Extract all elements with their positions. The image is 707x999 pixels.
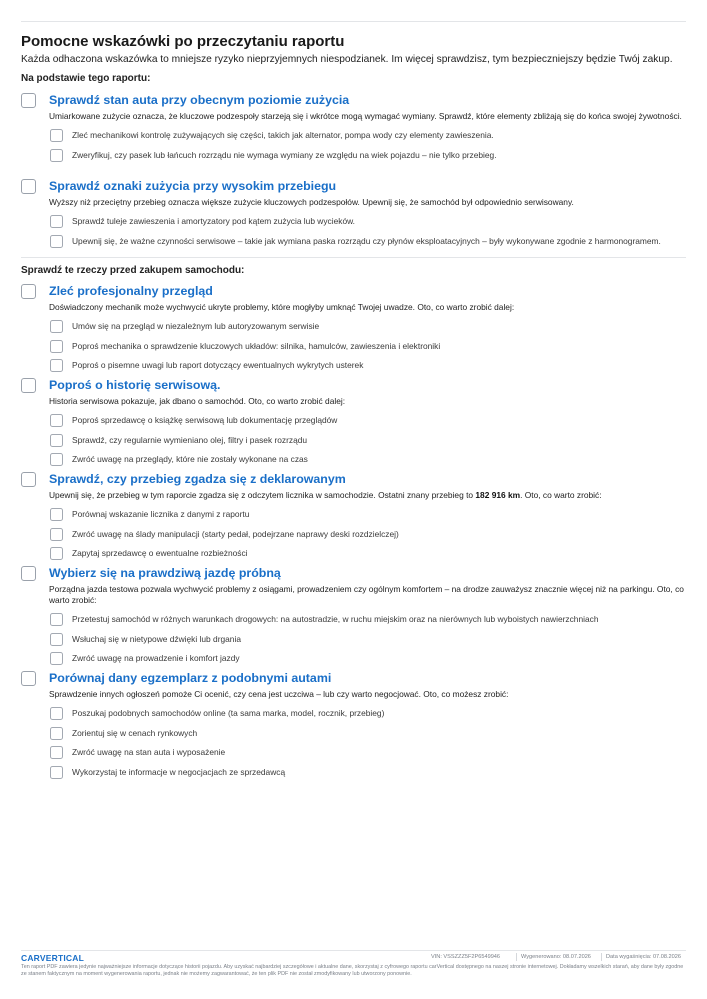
tip-group-inspection	[21, 284, 686, 379]
logo-vertical-text: VERTICAL	[39, 953, 84, 963]
page-title: Pomocne wskazówki po przeczytaniu raportu	[21, 33, 345, 50]
tip-group-title: Sprawdź, czy przebieg zgadza się z deklarowanym	[49, 472, 346, 486]
checklist-item-label: Poszukaj podobnych samochodów online (ta sama marka, model, rocznik, przebieg)	[72, 708, 385, 718]
checklist-item-label: Zapytaj sprzedawcę o ewentualne rozbieżności	[72, 548, 248, 558]
expiry-date: Data wygaśnięcia: 07.08.2026	[606, 954, 681, 960]
checkbox[interactable]	[50, 547, 63, 560]
checklist-item[interactable]	[50, 414, 686, 428]
checklist-item[interactable]	[50, 633, 686, 647]
section-divider	[21, 257, 686, 258]
checklist-item-label: Zwróć uwagę na ślady manipulacji (starty pedał, podejrzane naprawy deski rozdzielczej)	[72, 528, 399, 539]
checklist-item[interactable]	[50, 727, 686, 741]
vin-number: VIN: VSSZZZ5F2P6549946	[431, 954, 501, 960]
tip-group-description: Porządna jazda testowa pozwala wychwycić problemy z osiągami, prowadzeniem czy ogólnym komfortem – na drodze zauważysz znacznie więcej niż na parkingu. Oto, co warto zrobić:	[49, 584, 684, 605]
checkbox[interactable]	[50, 129, 63, 142]
tip-group-description: Umiarkowane zużycie oznacza, że kluczowe podzespoły starzeją się i wkrótce mogą wymagać wymiany. Sprawdź, które elementy zbliżają się do końca swojej żywotności.	[49, 111, 682, 121]
tip-group-title: Poproś o historię serwisową.	[49, 378, 221, 392]
tip-group-compare	[21, 671, 686, 785]
checklist-item[interactable]	[50, 340, 686, 354]
checkbox[interactable]	[50, 359, 63, 372]
checklist-item-label: Porównaj wskazanie licznika z danymi z raportu	[72, 509, 250, 519]
checkbox[interactable]	[50, 434, 63, 447]
checklist-item[interactable]	[50, 528, 686, 542]
checklist-item[interactable]	[50, 129, 686, 143]
checklist-item[interactable]	[50, 215, 686, 229]
checklist-item[interactable]	[50, 547, 686, 561]
tip-group-title: Sprawdź stan auta przy obecnym poziomie zużycia	[49, 93, 350, 107]
checkbox[interactable]	[50, 453, 63, 466]
page-subtitle: Każda odhaczona wskazówka to mniejsze ryzyko nieprzyjemnych niespodzianek. Im więcej sprawdzisz, tym bezpieczniejszy będzie Twój zakup.	[21, 54, 673, 65]
checkbox[interactable]	[50, 528, 63, 541]
checklist-item[interactable]	[50, 320, 686, 334]
checklist-item-label: Zwróć uwagę na prowadzenie i komfort jazdy	[72, 653, 240, 663]
checklist-item-label: Zorientuj się w cenach rynkowych	[72, 727, 198, 738]
checklist-item-label: Wsłuchaj się w nietypowe dźwięki lub drgania	[72, 633, 241, 644]
checkbox[interactable]	[50, 320, 63, 333]
checklist-item[interactable]	[50, 707, 686, 721]
checkbox[interactable]	[50, 746, 63, 759]
checklist-item-label: Zleć mechanikowi kontrolę zużywających się części, takich jak alternator, pompa wody czy elementy zawieszenia.	[72, 130, 494, 140]
checkbox[interactable]	[21, 671, 36, 686]
checkbox[interactable]	[50, 340, 63, 353]
tip-group-title: Zleć profesjonalny przegląd	[49, 284, 213, 298]
section-heading-report: Na podstawie tego raportu:	[21, 73, 151, 84]
footer-divider	[21, 950, 686, 951]
tip-group-description: Wyższy niż przeciętny przebieg oznacza większe zużycie kluczowych podzespołów. Upewnij się, że samochód był odpowiednio serwisowany.	[49, 197, 574, 207]
tip-group-title: Sprawdź oznaki zużycia przy wysokim przebiegu	[49, 179, 337, 193]
checklist-item[interactable]	[50, 508, 686, 522]
checklist-item-label: Poproś o pisemne uwagi lub raport dotyczący ewentualnych wykrytych usterek	[72, 360, 364, 370]
checkbox[interactable]	[50, 508, 63, 521]
checklist-item-label: Sprawdź tuleje zawieszenia i amortyzatory pod kątem zużycia lub wycieków.	[72, 216, 356, 226]
checkbox[interactable]	[50, 149, 63, 162]
footer-separator	[601, 953, 602, 961]
checklist-item-label: Upewnij się, że ważne czynności serwisowe – takie jak wymiana paska rozrządu czy płynów eksploatacyjnych – były wykonywane zgodnie z harmonogramem.	[72, 235, 661, 246]
checklist-item-label: Sprawdź, czy regularnie wymieniano olej, filtry i pasek rozrządu	[72, 434, 308, 445]
checkbox[interactable]	[50, 215, 63, 228]
logo-car-text: CAR	[21, 953, 40, 963]
tip-group-test-drive	[21, 566, 686, 672]
generated-date: Wygenerowano: 08.07.2026	[521, 954, 591, 960]
checklist-item[interactable]	[50, 652, 686, 666]
checklist-item-label: Wykorzystaj te informacje w negocjacjach ze sprzedawcą	[72, 766, 286, 777]
tip-group-title: Wybierz się na prawdziwą jazdę próbną	[49, 566, 281, 580]
checkbox[interactable]	[50, 235, 63, 248]
checkbox[interactable]	[21, 378, 36, 393]
checklist-item[interactable]	[50, 766, 686, 780]
checklist-item-label: Zwróć uwagę na stan auta i wyposażenie	[72, 747, 226, 757]
checkbox[interactable]	[21, 472, 36, 487]
checkbox[interactable]	[50, 727, 63, 740]
description-text: . Oto, co warto zrobić:	[520, 490, 602, 500]
checklist-item-label: Umów się na przegląd w niezależnym lub autoryzowanym serwisie	[72, 321, 320, 331]
checkbox[interactable]	[50, 613, 63, 626]
checklist-item[interactable]	[50, 453, 686, 467]
section-heading-before-purchase: Sprawdź te rzeczy przed zakupem samochodu:	[21, 265, 245, 276]
checkbox[interactable]	[50, 414, 63, 427]
tip-group-title: Porównaj dany egzemplarz z podobnymi autami	[49, 671, 332, 685]
checkbox[interactable]	[21, 284, 36, 299]
carvertical-logo	[21, 953, 84, 963]
checklist-item-label: Poproś mechanika o sprawdzenie kluczowych układów: silnika, hamulców, zawieszenia i elektroniki	[72, 340, 441, 351]
checklist-item[interactable]	[50, 359, 686, 373]
checklist-item-label: Zweryfikuj, czy pasek lub łańcuch rozrządu nie wymaga wymiany ze względu na wiek pojazdu – nie tylko przebieg.	[72, 149, 497, 160]
checkbox[interactable]	[21, 93, 36, 108]
tip-group-high-mileage	[21, 179, 686, 254]
checklist-item[interactable]	[50, 746, 686, 760]
checklist-item-label: Przetestuj samochód w różnych warunkach drogowych: na autostradzie, w ruchu miejskim oraz na nierównych lub wyboistych nawierzchniach	[72, 614, 599, 624]
checkbox[interactable]	[50, 633, 63, 646]
checkbox[interactable]	[50, 652, 63, 665]
tip-group-description: Sprawdzenie innych ogłoszeń pomoże Ci ocenić, czy cena jest uczciwa – lub czy warto negocjować. Oto, co możesz zrobić:	[49, 689, 509, 699]
footer-disclaimer: Ten raport PDF zawiera jedynie najważniejsze informacje dotyczące historii pojazdu. Aby uzyskać najbardziej szczegółowe i aktualne dane, skorzystaj z cyfrowego raportu carVertical dostępnego na naszej stronie internetowej. Dokładamy wszelkich starań, aby dane były zgodne ze stanem faktycznym na moment wygenerowania raportu, jednak nie możemy zagwarantować, że ten plik PDF nie został zmodyfikowany lub utworzony ponownie.	[21, 964, 684, 977]
tip-group-description	[49, 490, 686, 501]
checklist-item[interactable]	[50, 434, 686, 448]
tip-group-description: Doświadczony mechanik może wychwycić ukryte problemy, które mogłyby umknąć Twojej uwadze. Oto, co warto zrobić dalej:	[49, 302, 515, 312]
checkbox[interactable]	[50, 766, 63, 779]
tip-group-description: Historia serwisowa pokazuje, jak dbano o samochód. Oto, co warto zrobić dalej:	[49, 396, 346, 406]
checklist-item[interactable]	[50, 235, 686, 249]
checkbox[interactable]	[50, 707, 63, 720]
checkbox[interactable]	[21, 179, 36, 194]
tip-group-mileage-check	[21, 472, 686, 567]
checklist-item[interactable]	[50, 149, 686, 163]
tip-group-wear-level	[21, 93, 686, 168]
tip-group-service-history	[21, 378, 686, 473]
checklist-item-label: Poproś sprzedawcę o książkę serwisową lub dokumentację przeglądów	[72, 415, 338, 425]
checklist-item-label: Zwróć uwagę na przeglądy, które nie zostały wykonane na czas	[72, 454, 308, 464]
checkbox[interactable]	[21, 566, 36, 581]
last-known-mileage: 182 916 km	[475, 490, 521, 500]
footer-separator	[516, 953, 517, 961]
top-divider	[21, 21, 686, 22]
description-text: Upewnij się, że przebieg w tym raporcie zgadza się z odczytem licznika w samochodzie. Ostatni znany przebieg to	[49, 490, 476, 500]
checklist-item[interactable]	[50, 613, 686, 627]
